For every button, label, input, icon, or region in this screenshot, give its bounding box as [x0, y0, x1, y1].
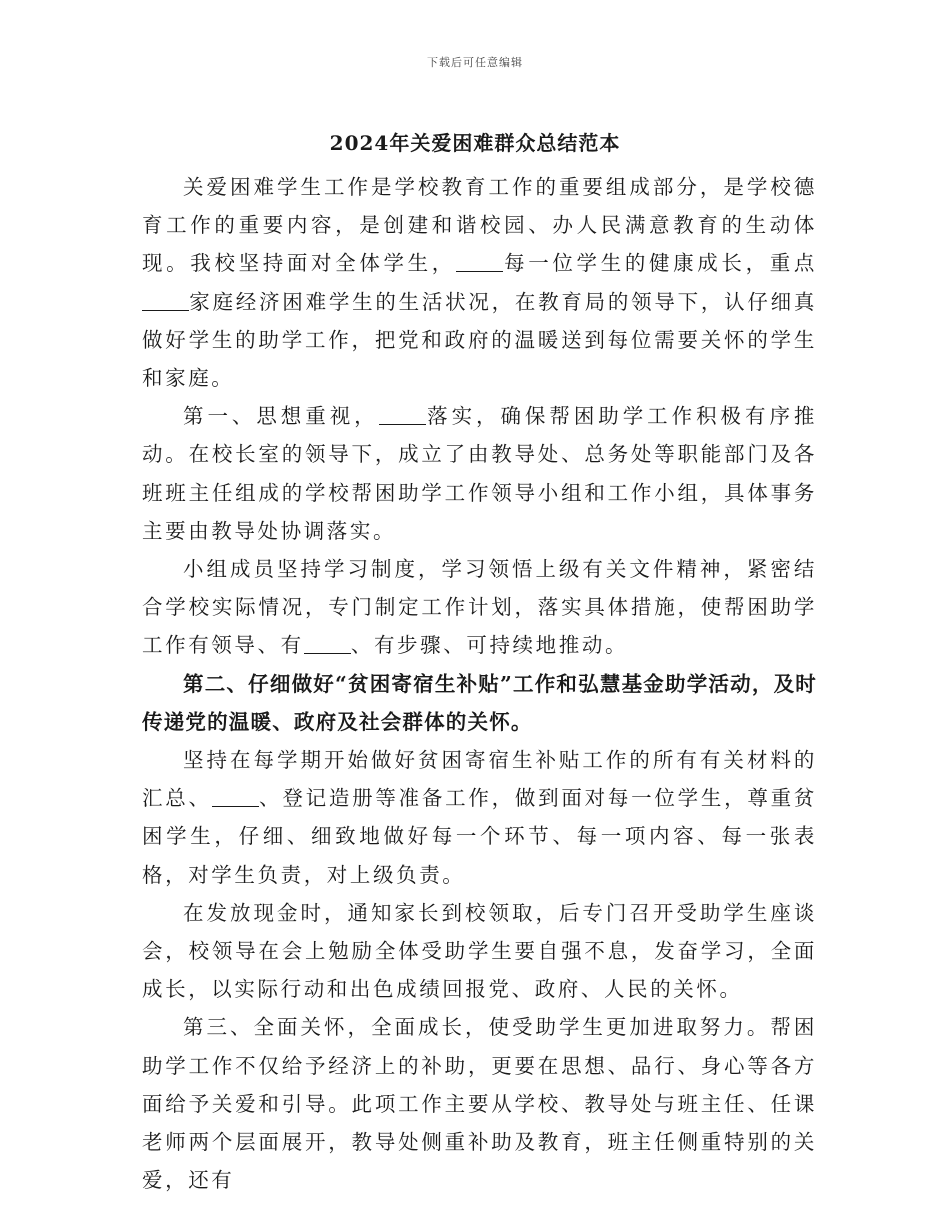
- paragraph-text: 、登记造册等准备工作，做到面对每一位学生，尊重贫困学生，仔细、细致地做好每一个环节、每一项内容、每一张表格，对学生负责，对上级负责。: [142, 786, 817, 887]
- paragraph-text: 在发放现金时，通知家长到校领取，后专门召开受助学生座谈会，校领导在会上勉励全体受助学生要自强不息，发奋学习，全面成长，以实际行动和出色成绩回报党、政府、人民的关怀。: [142, 900, 817, 1002]
- document-title: 2024年关爱困难群众总结范本: [329, 131, 621, 155]
- fill-blank: [456, 251, 503, 273]
- fill-blank: [212, 786, 259, 808]
- paragraph-6: [142, 894, 817, 1009]
- paragraph-7: [142, 1008, 817, 1199]
- section-heading: [142, 665, 817, 741]
- paragraph-3: [142, 550, 817, 665]
- paragraph-text: 第一、思想重视，: [183, 404, 379, 429]
- paragraph-2: [142, 397, 817, 550]
- heading-text: 第二、仔细做好“贫困寄宿生补贴”工作和弘慧基金助学活动，及时传递党的温暖、政府及社会群体的关怀。: [142, 671, 817, 734]
- paragraph-5: [142, 741, 817, 894]
- paragraph-text: 坚持在每学期开始做好贫困寄宿生补贴工作的所有有关材料的汇总、: [142, 748, 817, 811]
- header-note: 下载后可任意编辑: [427, 56, 523, 69]
- document-body: [142, 168, 817, 1199]
- paragraph-text: 第三、全面关怀，全面成长，使受助学生更加进取努力。帮困助学工作不仅给予经济上的补助，更要在思想、品行、身心等各方面给予关爱和引导。此项工作主要从学校、教导处与班主任、任课老师两个层面展开，教导处侧重补助及教育，班主任侧重特别的关爱，还有: [142, 1015, 817, 1193]
- paragraph-text: 落实，确保帮困助学工作积极有序推动。在校长室的领导下，成立了由教导处、总务处等职能部门及各班班主任组成的学校帮困助学工作领导小组和工作小组，具体事务主要由教导处协调落实。: [142, 404, 817, 543]
- paragraph-text: 关爱困难学生工作是学校教育工作的重要组成部分，是学校德育工作的重要内容，是创建和谐校园、办人民满意教育的生动体现。我校坚持面对全体学生，: [142, 175, 817, 276]
- fill-blank: [304, 633, 351, 655]
- fill-blank: [379, 404, 426, 426]
- paragraph-1: [142, 168, 817, 397]
- paragraph-text: 每一位学生的健康成长，重点: [503, 251, 817, 276]
- paragraph-text: 、有步骤、可持续地推动。: [350, 633, 629, 658]
- paragraph-text: 小组成员坚持学习制度，学习领悟上级有关文件精神，紧密结合学校实际情况，专门制定工作计划，落实具体措施，使帮困助学工作有领导、有: [142, 557, 817, 658]
- fill-blank: [142, 289, 189, 311]
- paragraph-text: 家庭经济困难学生的生活状况，在教育局的领导下，认仔细真做好学生的助学工作，把党和政府的温暖送到每位需要关怀的学生和家庭。: [142, 289, 817, 391]
